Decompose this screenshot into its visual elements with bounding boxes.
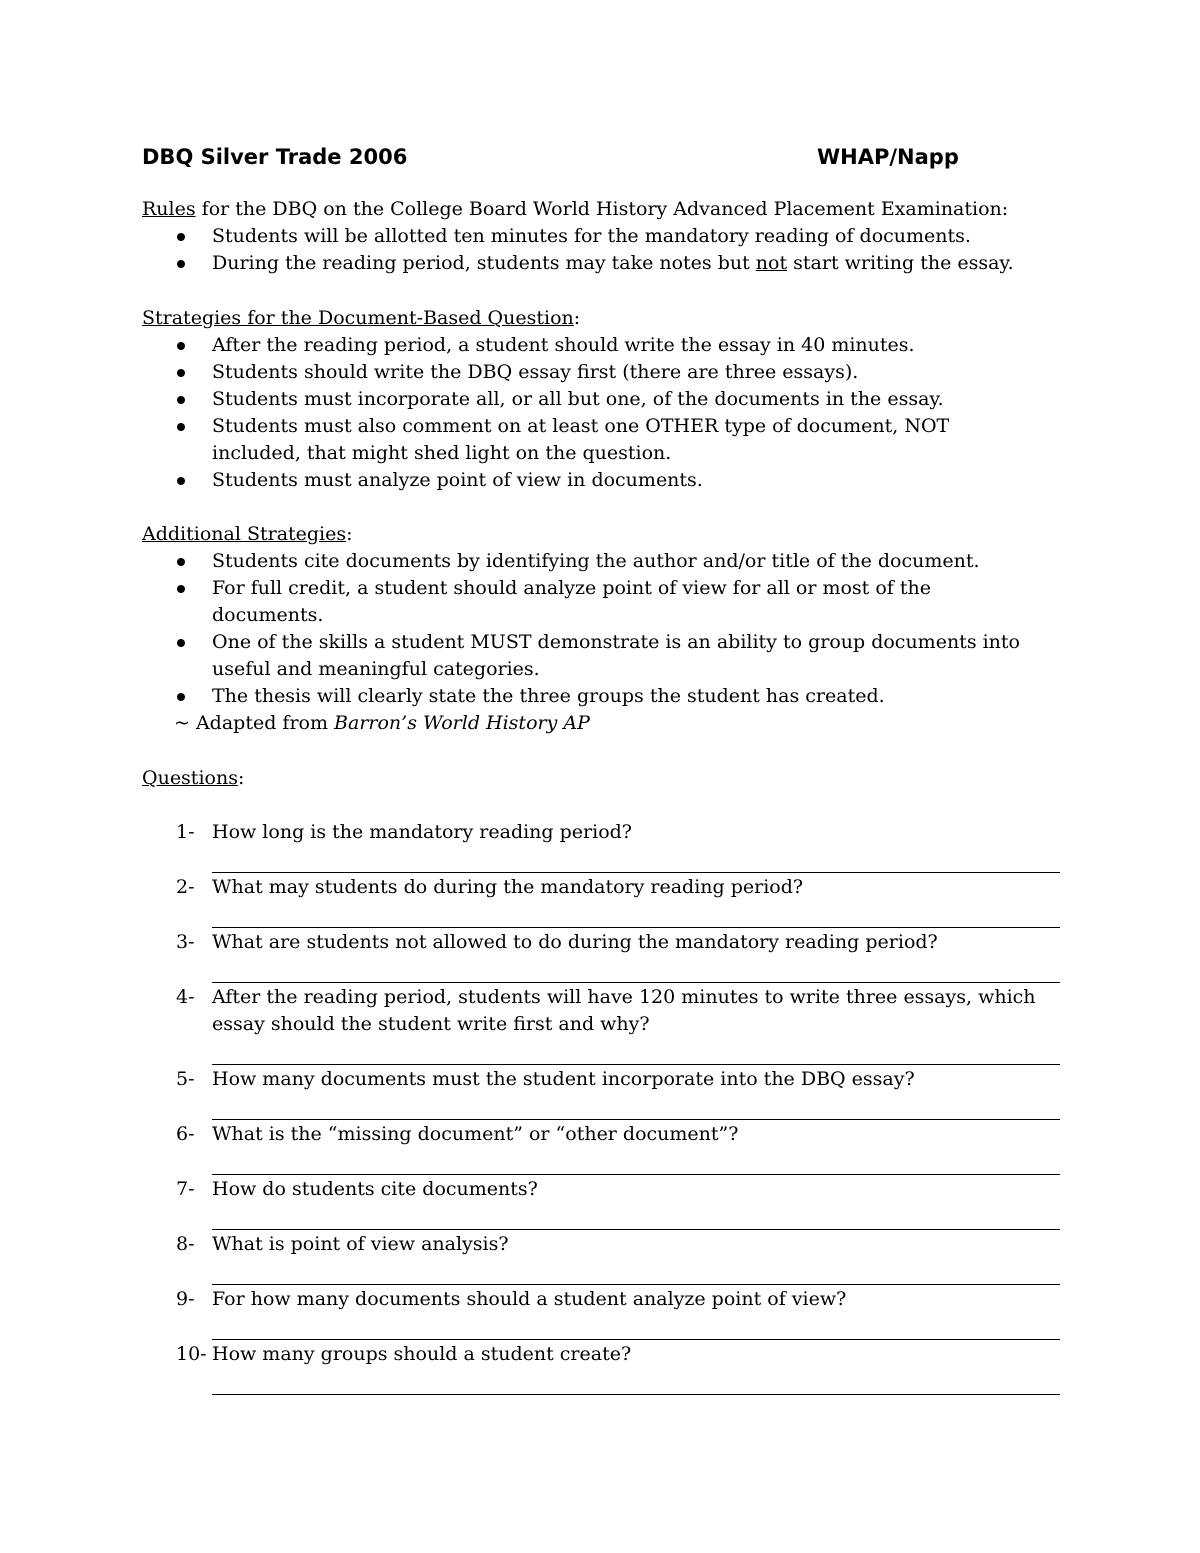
question-item: [142, 819, 1072, 873]
additional-heading-rest: :: [346, 523, 353, 545]
rules-item-2-start: During the reading period, students may take notes but: [212, 252, 756, 274]
question-text: How long is the mandatory reading period?: [212, 821, 632, 843]
question-number: 1-: [176, 821, 195, 843]
question-item: [142, 1286, 1072, 1340]
additional-item-4: The thesis will clearly state the three groups the student has created.: [212, 685, 885, 707]
bullet-icon: [177, 342, 185, 350]
question-number: 5-: [176, 1068, 195, 1090]
question-number: 9-: [176, 1288, 195, 1310]
bullet-icon: [177, 260, 185, 268]
question-number: 10-: [176, 1343, 207, 1365]
question-text: What may students do during the mandatory reading period?: [212, 876, 804, 898]
bullet-icon: [177, 693, 185, 701]
question-item: [142, 984, 1072, 1065]
question-text: What is point of view analysis?: [212, 1233, 509, 1255]
additional-item-2: For full credit, a student should analyze point of view for all or most of the documents.: [212, 577, 931, 626]
additional-strategies-section: [142, 521, 1072, 737]
rules-item-2-end: start writing the essay.: [787, 252, 1014, 274]
strategies-heading-rest: :: [573, 307, 581, 329]
answer-line[interactable]: [212, 1368, 1060, 1395]
question-item: [142, 1066, 1072, 1120]
strategies-item-5: Students must analyze point of view in documents.: [212, 469, 703, 491]
list-item: [142, 359, 1072, 386]
strategies-heading-underlined: Strategies for the Document-Based Question: [142, 307, 574, 329]
document-header: [142, 140, 982, 174]
question-text: How many documents must the student incorporate into the DBQ essay?: [212, 1068, 915, 1090]
list-item: [142, 332, 1072, 359]
course-teacher-label: WHAP/Napp: [817, 145, 959, 169]
list-item: [142, 629, 1062, 683]
questions-heading-underlined: Questions: [142, 767, 238, 789]
rules-list: [142, 223, 1072, 277]
question-item: [142, 1341, 1072, 1395]
strategies-item-2: Students should write the DBQ essay first (there are three essays).: [212, 361, 859, 383]
answer-line[interactable]: [212, 1313, 1060, 1340]
list-item: [142, 250, 1072, 277]
additional-item-1: Students cite documents by identifying the author and/or title of the document.: [212, 550, 980, 572]
answer-line[interactable]: [212, 901, 1060, 928]
answer-line[interactable]: [212, 956, 1060, 983]
additional-item-3: One of the skills a student MUST demonstrate is an ability to group documents into useful and meaningful categories.: [212, 631, 1020, 680]
list-item: [142, 683, 1072, 710]
question-text: What is the “missing document” or “other document”?: [212, 1123, 739, 1145]
rules-item-2-emphasis: not: [755, 252, 788, 274]
bullet-icon: [177, 423, 185, 431]
question-number: 2-: [176, 876, 195, 898]
rules-section: [142, 196, 1072, 277]
list-item: [142, 467, 1072, 494]
answer-line[interactable]: [212, 1038, 1060, 1065]
question-number: 8-: [176, 1233, 195, 1255]
strategies-item-4: Students must also comment on at least one OTHER type of document, NOT included, that might shed light on the question.: [212, 415, 950, 464]
answer-line[interactable]: [212, 1258, 1060, 1285]
list-item: [142, 223, 1072, 250]
strategies-heading: [142, 305, 1072, 332]
question-number: 6-: [176, 1123, 195, 1145]
question-item: [142, 874, 1072, 928]
source-prefix: ~ Adapted from: [174, 712, 335, 734]
question-number: 7-: [176, 1178, 195, 1200]
bullet-icon: [177, 233, 185, 241]
answer-line[interactable]: [212, 846, 1060, 873]
rules-heading: [142, 196, 1072, 223]
question-number: 3-: [176, 931, 195, 953]
bullet-icon: [177, 477, 185, 485]
question-text: How many groups should a student create?: [212, 1343, 632, 1365]
strategies-item-3: Students must incorporate all, or all but one, of the documents in the essay.: [212, 388, 944, 410]
question-item: [142, 929, 1072, 983]
list-item: [142, 548, 1072, 575]
list-item: [142, 575, 1012, 629]
rules-heading-underlined: Rules: [142, 198, 196, 220]
list-item: [142, 386, 1072, 413]
source-title: Barron’s World History AP: [334, 712, 590, 734]
question-text: After the reading period, students will have 120 minutes to write three essays, which essay should the student write first and why?: [212, 986, 1036, 1035]
question-item: [142, 1231, 1072, 1285]
strategies-section: [142, 305, 1072, 494]
rules-item-1: Students will be allotted ten minutes for the mandatory reading of documents.: [212, 225, 971, 247]
rules-heading-rest: for the DBQ on the College Board World History Advanced Placement Examination:: [195, 198, 1009, 220]
bullet-icon: [177, 369, 185, 377]
question-text: What are students not allowed to do during the mandatory reading period?: [212, 931, 938, 953]
additional-heading-underlined: Additional Strategies: [142, 523, 347, 545]
question-item: [142, 1176, 1072, 1230]
bullet-icon: [177, 585, 185, 593]
bullet-icon: [177, 558, 185, 566]
answer-line[interactable]: [212, 1093, 1060, 1120]
questions-heading: [142, 765, 1072, 792]
additional-heading: [142, 521, 1072, 548]
question-item: [142, 1121, 1072, 1175]
document-title: DBQ Silver Trade 2006: [142, 145, 408, 169]
questions-list: [142, 819, 1072, 1395]
strategies-list: [142, 332, 1072, 494]
list-item: [142, 413, 1002, 467]
bullet-icon: [177, 396, 185, 404]
strategies-item-1: After the reading period, a student should write the essay in 40 minutes.: [212, 334, 915, 356]
questions-section: [142, 765, 1072, 1396]
answer-line[interactable]: [212, 1148, 1060, 1175]
answer-line[interactable]: [212, 1203, 1060, 1230]
question-number: 4-: [176, 986, 195, 1008]
question-text: How do students cite documents?: [212, 1178, 538, 1200]
questions-heading-rest: :: [237, 767, 245, 789]
question-text: For how many documents should a student analyze point of view?: [212, 1288, 847, 1310]
source-attribution: [142, 710, 1072, 737]
bullet-icon: [177, 639, 185, 647]
additional-list: [142, 548, 1072, 710]
